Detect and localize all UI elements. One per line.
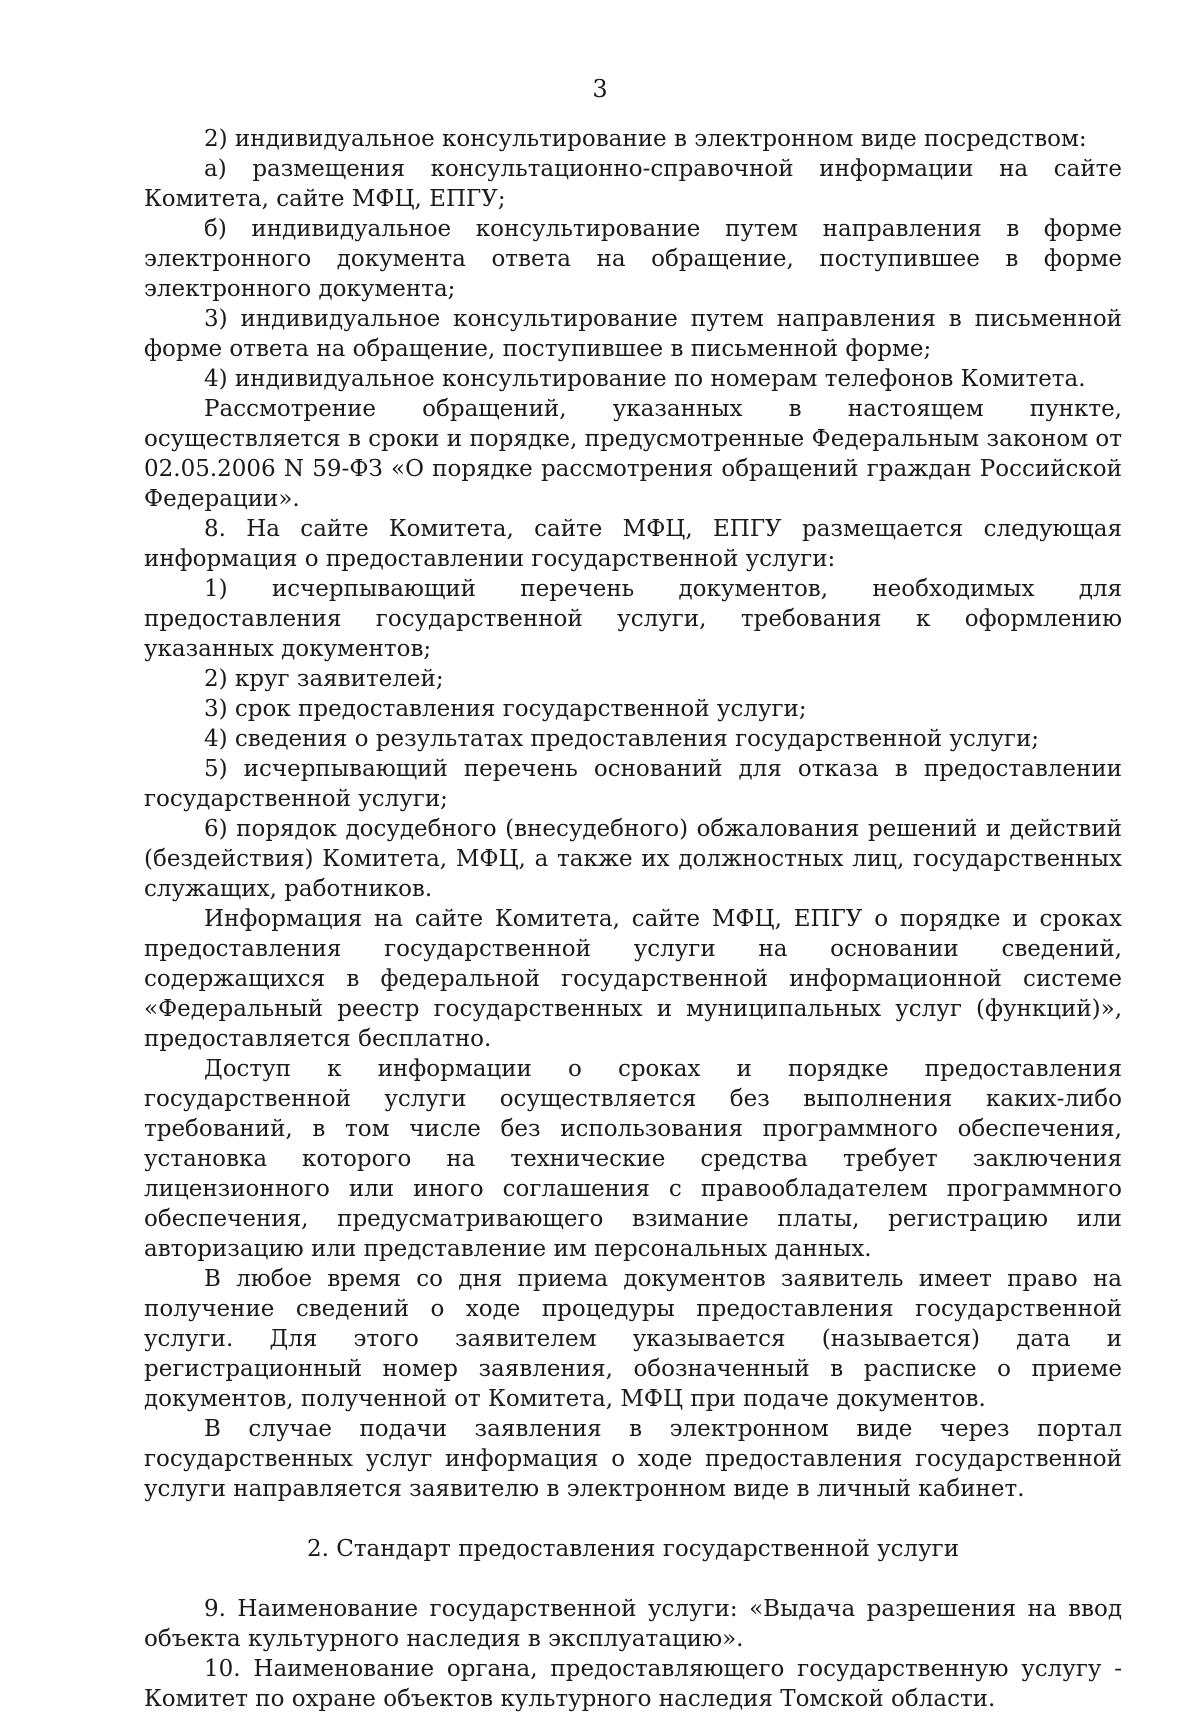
section-title: 2. Стандарт предоставления государственной услуги: [306, 1536, 960, 1562]
paragraph: 2) круг заявителей;: [204, 666, 444, 692]
paragraph: б) индивидуальное консультирование путем направления в форме электронного документа ответа на обращение, поступившее в форме электронного документа;: [144, 216, 1122, 302]
paragraph: Рассмотрение обращений, указанных в настоящем пункте, осуществляется в сроки и порядке, предусмотренные Федеральным законом от 02.05.2006 N 59-ФЗ «О порядке рассмотрения обращений граждан Российской Федерации».: [144, 396, 1122, 512]
document-body: [144, 124, 1122, 1714]
paragraph: 9. Наименование государственной услуги: «Выдача разрешения на ввод объекта культурного наследия в эксплуатацию».: [144, 1596, 1122, 1652]
paragraph: В случае подачи заявления в электронном виде через портал государственных услуг информация о ходе предоставления государственной услуги направляется заявителю в электронном виде в личный кабинет.: [144, 1416, 1122, 1502]
paragraph: 5) исчерпывающий перечень оснований для отказа в предоставлении государственной услуги;: [144, 756, 1122, 812]
page-number: 3: [592, 75, 608, 103]
paragraph: 3) индивидуальное консультирование путем направления в письменной форме ответа на обращение, поступившее в письменной форме;: [144, 306, 1122, 362]
paragraph: В любое время со дня приема документов заявитель имеет право на получение сведений о ходе процедуры предоставления государственной услуги. Для этого заявителем указывается (называется) дата и регистрационный номер заявления, обозначенный в расписке о приеме документов, полученной от Комитета, МФЦ при подаче документов.: [144, 1266, 1122, 1412]
paragraph: 10. Наименование органа, предоставляющего государственную услугу - Комитет по охране объектов культурного наследия Томской области.: [144, 1656, 1122, 1712]
paragraph: 1) исчерпывающий перечень документов, необходимых для предоставления государственной услуги, требования к оформлению указанных документов;: [144, 576, 1122, 662]
paragraph: 8. На сайте Комитета, сайте МФЦ, ЕПГУ размещается следующая информация о предоставлении государственной услуги:: [144, 516, 1122, 572]
paragraph: 6) порядок досудебного (внесудебного) обжалования решений и действий (бездействия) Комитета, МФЦ, а также их должностных лиц, государственных служащих, работников.: [144, 816, 1122, 902]
paragraph: 2) индивидуальное консультирование в электронном виде посредством:: [204, 126, 1087, 152]
paragraph: 4) индивидуальное консультирование по номерам телефонов Комитета.: [204, 366, 1086, 392]
paragraph: а) размещения консультационно-справочной информации на сайте Комитета, сайте МФЦ, ЕПГУ;: [144, 156, 1122, 212]
paragraph: Доступ к информации о сроках и порядке предоставления государственной услуги осуществляется без выполнения каких-либо требований, в том числе без использования программного обеспечения, установка которого на технические средства требует заключения лицензионного или иного соглашения с правообладателем программного обеспечения, предусматривающего взимание платы, регистрацию или авторизацию или представление им персональных данных.: [144, 1056, 1122, 1262]
paragraph: Информация на сайте Комитета, сайте МФЦ, ЕПГУ о порядке и сроках предоставления государственной услуги на основании сведений, содержащихся в федеральной государственной информационной системе «Федеральный реестр государственных и муниципальных услуг (функций)», предоставляется бесплатно.: [144, 906, 1122, 1052]
paragraph: 4) сведения о результатах предоставления государственной услуги;: [204, 726, 1040, 752]
paragraph: 3) срок предоставления государственной услуги;: [204, 696, 807, 722]
